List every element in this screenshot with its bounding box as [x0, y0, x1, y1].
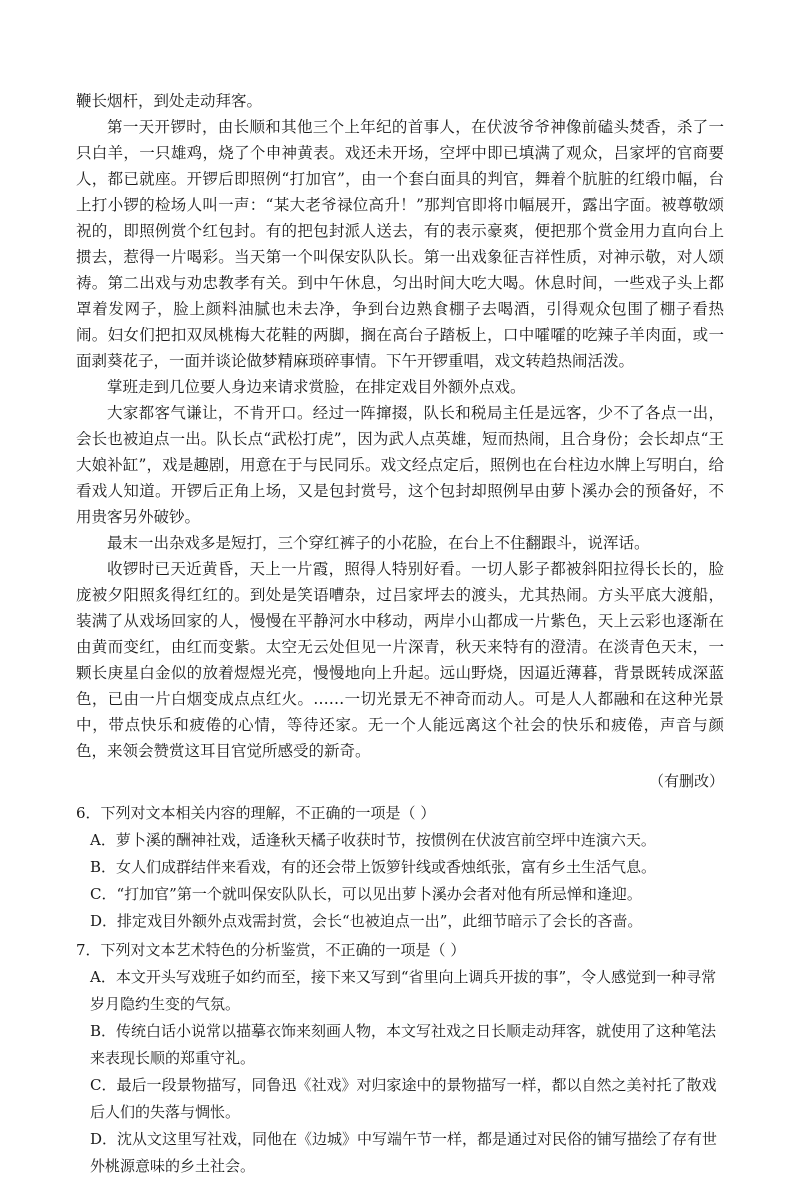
option-b: B．女人们成群结伴来看戏，有的还会带上饭箩针线或香烛纸张，富有乡土生活气息。 [90, 858, 657, 876]
question-7 [76, 937, 724, 1180]
page-content [76, 88, 724, 1180]
passage-paragraph: 鞭长烟杆，到处走动拜客。 [76, 92, 263, 110]
option-d: D．沈从文这里写社戏，同他在《边城》中写端午节一样，都是通过对民俗的铺写描绘了存有世外桃源意味的乡土社会。 [90, 1130, 718, 1175]
passage-paragraph: 最末一出杂戏多是短打，三个穿红裤子的小花脸，在台上不住翻跟斗，说浑话。 [107, 534, 650, 552]
passage [76, 88, 724, 764]
passage-paragraph: 大家都客气谦让，不肯开口。经过一阵撺掇，队长和税局主任是远客，少不了各点一出，会长也被迫点一出。队长点“武松打虎”，因为武人点英雄，短而热闹，且合身份；会长却点“王大娘补缸”，戏是趣剧，用意在于与民同乐。戏文经点定后，照例也在台柱边水牌上写明白，给看戏人知道。开锣后正角上场，又是包封赏号，这个包封却照例早由萝卜溪办会的预备好，不用贵客另外破钞。 [76, 404, 724, 526]
question-stem: 6．下列对文本相关内容的理解，不正确的一项是（ ） [76, 804, 436, 822]
question-6 [76, 800, 724, 935]
option-c: C．“打加官”第一个就叫保安队队长，可以见出萝卜溪办会者对他有所忌惮和逢迎。 [90, 885, 642, 903]
option-a: A．萝卜溪的酬神社戏，适逢秋天橘子收获时节，按惯例在伏波宫前空坪中连演六天。 [90, 831, 656, 849]
option-d: D．排定戏目外额外点戏需封赏，会长“也被迫点一出”，此细节暗示了会长的吝啬。 [90, 912, 643, 930]
option-b: B．传统白话小说常以描摹衣饰来刻画人物，本文写社戏之日长顺走动拜客，就使用了这种笔法来表现长顺的郑重守礼。 [90, 1022, 717, 1067]
passage-paragraph: 收锣时已天近黄昏，天上一片霞，照得人特别好看。一切人影子都被斜阳拉得长长的，脸庞被夕阳照炙得红红的。到处是笑语嘈杂，过吕家坪去的渡头，尤其热闹。方头平底大渡船，装满了从戏场回家的人，慢慢在平静河水中移动，两岸小山都成一片紫色，天上云彩也逐渐在由黄而变红，由红而变紫。太空无云处但见一片深青，秋天来特有的澄清。在淡青色天末，一颗长庚星白金似的放着煜煜光亮，慢慢地向上升起。远山野烧，因逼近薄暮，背景既转成深蓝色，已由一片白烟变成点点红火。……一切光景无不神奇而动人。可是人人都融和在这种光景中，带点快乐和疲倦的心情，等待还家。无一个人能远离这个社会的快乐和疲倦，声音与颜色，来领会赞赏这耳目官觉所感受的新奇。 [76, 560, 724, 760]
source-note: （有删改） [648, 772, 724, 790]
option-c: C．最后一段景物描写，同鲁迅《社戏》对归家途中的景物描写一样，都以自然之美衬托了散戏后人们的失落与惆怅。 [90, 1076, 717, 1121]
question-stem: 7．下列对文本艺术特色的分析鉴赏，不正确的一项是（ ） [76, 941, 466, 959]
option-a: A．本文开头写戏班子如约而至，接下来又写到“省里向上调兵开拔的事”，令人感觉到一种寻常岁月隐约生变的气氛。 [90, 968, 717, 1013]
passage-paragraph: 掌班走到几位要人身边来请求赏脸，在排定戏目外额外点戏。 [107, 378, 526, 396]
passage-paragraph: 第一天开锣时，由长顺和其他三个上年纪的首事人，在伏波爷爷神像前磕头焚香，杀了一只白羊，一只雄鸡，烧了个申神黄表。戏还未开场，空坪中即已填满了观众，吕家坪的官商要人，都已就座。开锣后即照例“打加官”，由一个套白面具的判官，舞着个肮脏的红缎巾幅，台上打小锣的检场人叫一声：“某大老爷禄位高升！”那判官即将巾幅展开，露出字面。被尊敬颂祝的，即照例赏个红包封。有的把包封派人送去，有的表示豪爽，便把那个赏金用力直向台上掼去，惹得一片喝彩。当天第一个叫保安队队长。第一出戏象征吉祥性质，对神示敬，对人颂祷。第二出戏与劝忠教孝有关。到中午休息，匀出时间大吃大喝。休息时间，一些戏子头上都罩着发网子，脸上颜料油腻也未去净，争到台边熟食棚子去喝酒，引得观众包围了棚子看热闹。妇女们把扣双凤桃梅大花鞋的两脚，搁在高台子踏板上，口中嚯嚯的吃辣子羊肉面，或一面剥葵花子，一面并谈论做梦精麻琐碎事情。下午开锣重唱，戏文转趋热闹活泼。 [76, 118, 724, 370]
